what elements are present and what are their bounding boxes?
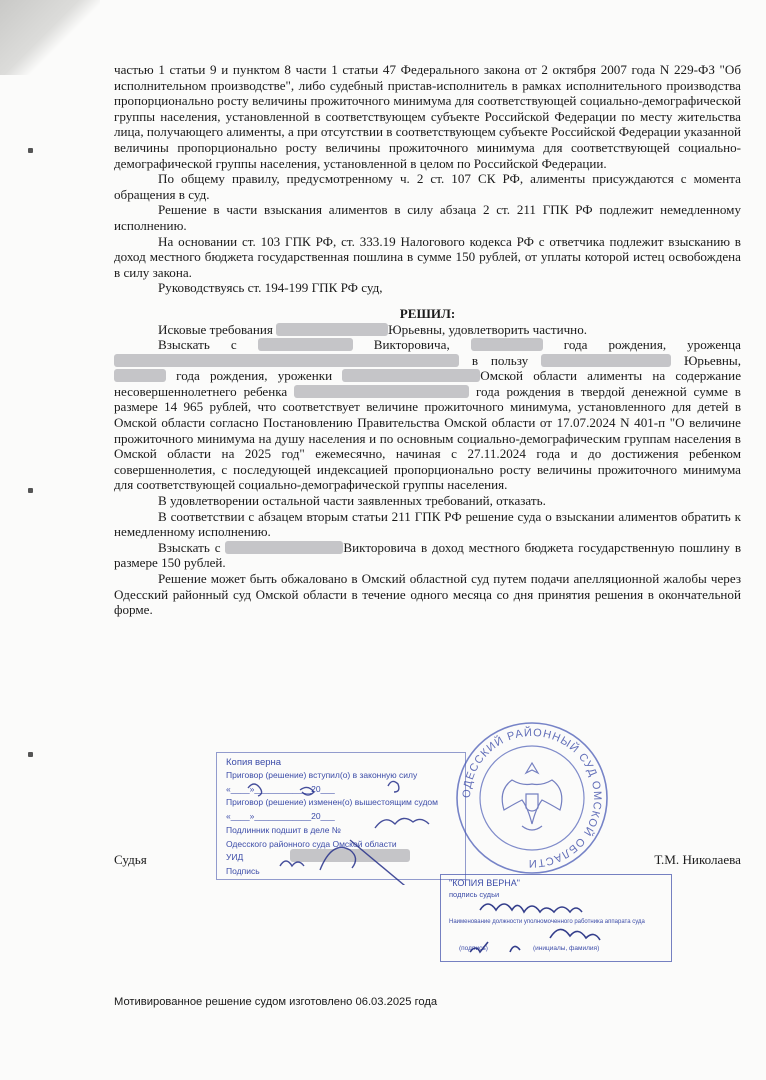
court-seal	[452, 718, 612, 878]
paragraph: На основании ст. 103 ГПК РФ, ст. 333.19 Налогового кодекса РФ с ответчика подлежит взысканию в доход местного бюджета государственная пошлина в сумме 150 рублей, от уплаты которой истец освобождена в силу закона.	[114, 233, 741, 280]
judge-label: Судья	[114, 852, 147, 867]
eagle-emblem-icon	[502, 763, 562, 830]
redaction	[290, 849, 410, 862]
paragraph: Решение в части взыскания алиментов в силу абзаца 2 ст. 211 ГПК РФ подлежит немедленному исполнению.	[114, 202, 741, 233]
scan-mark	[28, 488, 33, 493]
decision-paragraph: В удовлетворении остальной части заявленных требований, отказать.	[158, 493, 546, 509]
decision-paragraph: Исковые требования Юрьевны, удовлетворить частично.	[158, 321, 588, 337]
redaction	[541, 354, 671, 367]
redaction	[114, 369, 166, 382]
redaction	[114, 354, 459, 367]
decision-paragraph: Взыскать с Викторовича в доход местного бюджета государственную пошлину в размере 150 рублей.	[114, 539, 742, 571]
redaction	[294, 385, 469, 398]
redaction	[225, 541, 343, 554]
paragraph: Руководствуясь ст. 194-199 ГПК РФ суд,	[158, 280, 383, 296]
scan-mark	[28, 752, 33, 757]
copy-stamp: Копия верна Приговор (решение) вступил(о) в законную силу «____»____________20___ Приговор (решение) изменен(о) вышестоящим судом «____»____________20___ Подлинник подшит в деле № Одесского районного суда Омской области УИД Подпись	[226, 757, 438, 876]
judge-name: Т.М. Николаева	[654, 852, 741, 867]
folded-corner	[0, 0, 100, 75]
decision-paragraph: В соответствии с абзацем вторым статьи 211 ГПК РФ решение суда о взыскании алиментов обратить к немедленному исполнению.	[114, 508, 741, 540]
redaction	[471, 338, 543, 351]
decision-paragraph: Взыскать с Викторовича, года рождения, уроженца в пользу Юрьевны, года рождения, уроженки Омской области алименты на содержание несовершеннолетнего ребенка года рождения в твердой денежной сумме в размере 14 965 рублей, что соответствует величине прожиточного минимума, установленного для детей в Омской области согласно Постановлению Правительства Омской области от 17.07.2024 N 401-п "О величине прожиточного минимума на душу населения и по основным социально-демографическим группам населения в Омской области на 2025 год" ежемесячно, начиная с 27.11.2024 года и до достижения ребенком совершеннолетия, с последующей индексацией пропорционально росту величины прожиточного минимума для соответствующей социально-демографической группы населения.	[114, 337, 742, 493]
verification-stamp: "КОПИЯ ВЕРНА" подпись судьи Наименование должности уполномоченного работника аппарата суда (подпись) (инициалы, фамилия)	[440, 874, 672, 962]
paragraph: По общему правилу, предусмотренному ч. 2 ст. 107 СК РФ, алименты присуждаются с момента обращения в суд.	[114, 171, 741, 202]
scan-mark	[28, 148, 33, 153]
svg-text:ОДЕССКИЙ РАЙОННЫЙ СУД ОМСКОЙ О: ОДЕССКИЙ РАЙОННЫЙ СУД ОМСКОЙ ОБЛАСТИ	[460, 726, 604, 870]
redaction	[258, 338, 353, 351]
decision-paragraph: Решение может быть обжаловано в Омский областной суд путем подачи апелляционной жалобы через Одесский районный суд Омской области в течение одного месяца со дня принятия решения в окончательной форме.	[114, 571, 741, 618]
document-body	[114, 62, 741, 618]
decision-heading: РЕШИЛ:	[399, 305, 456, 321]
redaction	[342, 369, 480, 382]
redaction	[276, 323, 388, 336]
footer-note: Мотивированное решение судом изготовлено 06.03.2025 года	[114, 996, 438, 1008]
paragraph: частью 1 статьи 9 и пунктом 8 части 1 статьи 47 Федерального закона от 2 октября 2007 года N 229-ФЗ "Об исполнительном производстве", либо судебный пристав-исполнитель в рамках исполнительного производства пропорционально росту величины прожиточного минимума для соответствующей социально-демографической группы населения, установленной в соответствующем субъекте Российской Федерации по месту жительства лица, получающего алименты, а при отсутствии в соответствующем субъекте Российской Федерации указанной величины пропорционально росту величины прожиточного минимума для соответствующей социально-демографической группы населения, установленной в целом по Российской Федерации.	[114, 62, 741, 171]
